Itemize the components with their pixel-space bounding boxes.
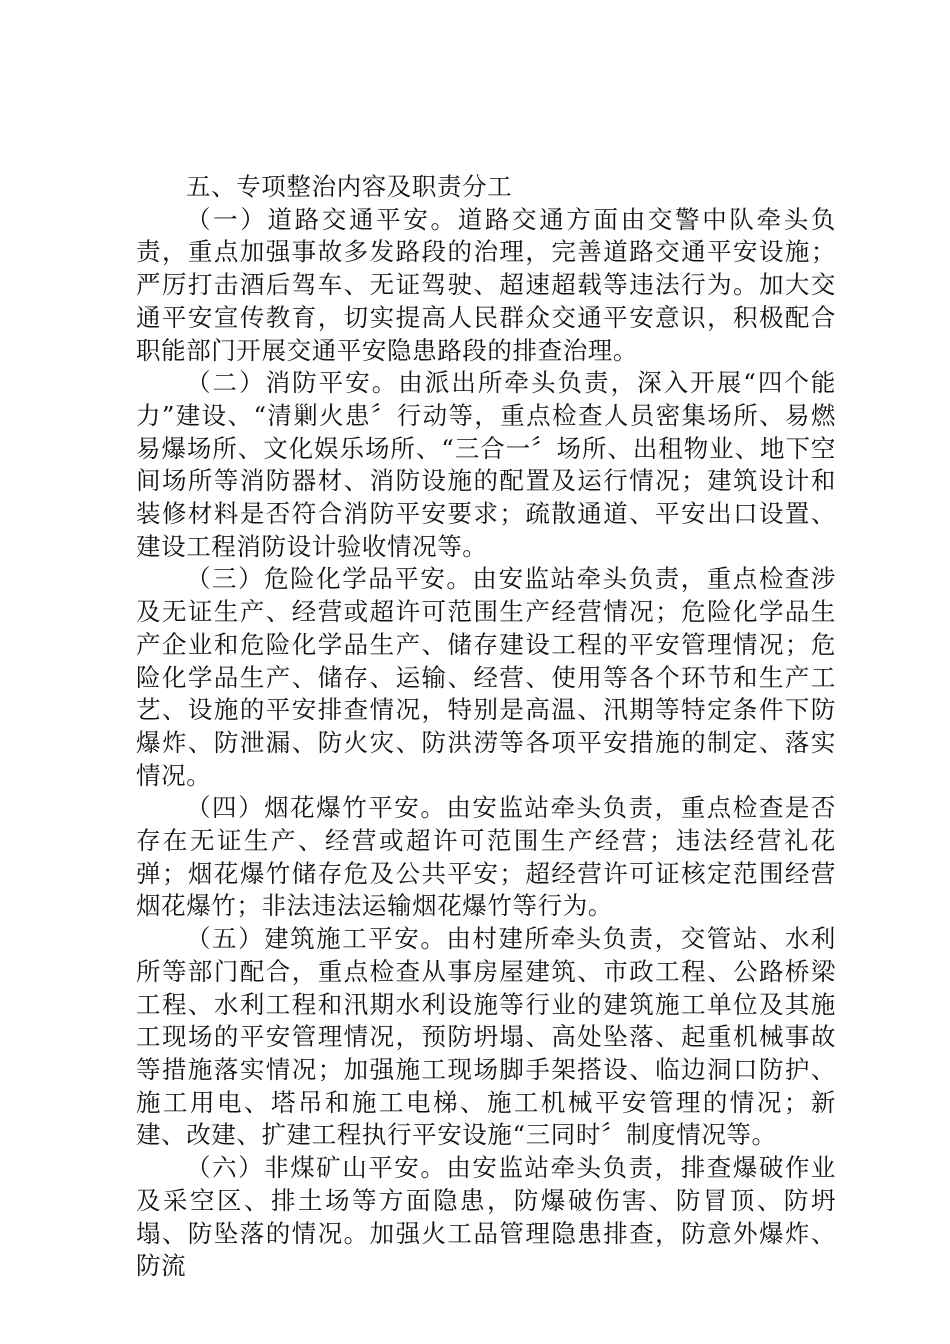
paragraph-hazardous-chemicals-safety: （三）危险化学品平安。由安监站牵头负责，重点检查涉及无证生产、经营或超许可范围生产经营情况；危险化学品生产企业和危险化学品生产、储存建设工程的平安管理情况；危险化学品生产、储存、运输、经营、使用等各个环节和生产工艺、设施的平安排查情况，特别是高温、汛期等特定条件下防爆炸、防泄漏、防火灾、防洪涝等各项平安措施的制定、落实情况。 (136, 564, 836, 790)
paragraph-non-coal-mine-safety: （六）非煤矿山平安。由安监站牵头负责，排查爆破作业及采空区、排土场等方面隐患，防爆破伤害、防冒顶、防坍塌、防坠落的情况。加强火工品管理隐患排查，防意外爆炸、防流 (136, 1153, 836, 1281)
section-heading: 五、专项整治内容及职责分工 (186, 172, 513, 201)
paragraph-road-traffic-safety: （一）道路交通平安。道路交通方面由交警中队牵头负责，重点加强事故多发路段的治理，完善道路交通平安设施；严厉打击酒后驾车、无证驾驶、超速超载等违法行为。加大交通平安宣传教育，切实提高人民群众交通平安意识，积极配合职能部门开展交通平安隐患路段的排查治理。 (136, 204, 836, 365)
paragraph-construction-safety: （五）建筑施工平安。由村建所牵头负责，交管站、水利所等部门配合，重点检查从事房屋建筑、市政工程、公路桥梁工程、水利工程和汛期水利设施等行业的建筑施工单位及其施工现场的平安管理情况，预防坍塌、高处坠落、起重机械事故等措施落实情况；加强施工现场脚手架搭设、临边洞口防护、施工用电、塔吊和施工电梯、施工机械平安管理的情况；新建、改建、扩建工程执行平安设施“三同时〞制度情况等。 (136, 924, 836, 1150)
paragraph-fire-safety: （二）消防平安。由派出所牵头负责，深入开展“四个能力”建设、“清剿火患〞行动等，重点检查人员密集场所、易燃易爆场所、文化娱乐场所、“三合一〞场所、出租物业、地下空间场所等消防器材、消防设施的配置及运行情况；建筑设计和装修材料是否符合消防平安要求；疏散通道、平安出口设置、建设工程消防设计验收情况等。 (136, 368, 836, 561)
paragraph-fireworks-safety: （四）烟花爆竹平安。由安监站牵头负责，重点检查是否存在无证生产、经营或超许可范围生产经营；违法经营礼花弹；烟花爆竹储存危及公共平安；超经营许可证核定范围经营烟花爆竹；非法违法运输烟花爆竹等行为。 (136, 793, 836, 921)
document-body (136, 171, 836, 1283)
